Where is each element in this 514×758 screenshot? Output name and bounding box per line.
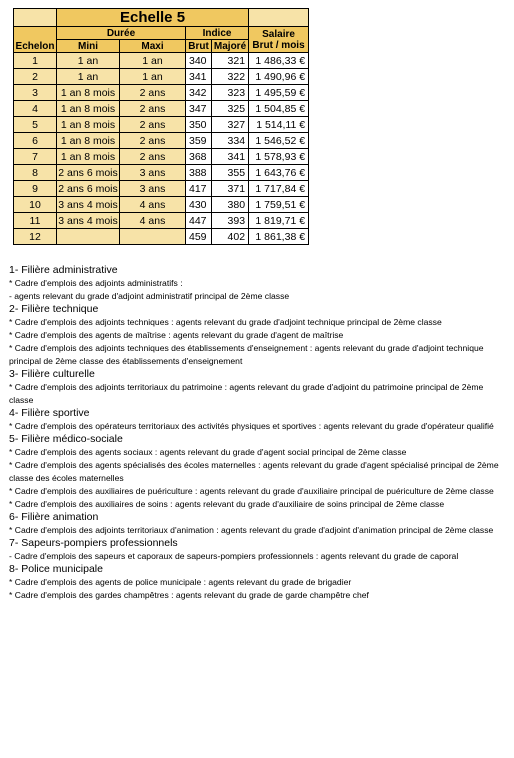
header-majore: Majoré xyxy=(212,40,249,53)
header-indice: Indice xyxy=(186,27,249,40)
cell-brut: 341 xyxy=(186,69,212,85)
cell-mini: 1 an xyxy=(57,53,120,69)
header-salaire-line2: Brut / mois xyxy=(252,39,305,51)
table-row xyxy=(14,53,309,69)
cell-majore: 323 xyxy=(212,85,249,101)
cell-maxi: 3 ans xyxy=(120,181,186,197)
cell-mini: 3 ans 4 mois xyxy=(58,214,118,227)
cell-maxi: 4 ans xyxy=(120,197,186,213)
cell-mini: 1 an 8 mois xyxy=(57,117,120,133)
table-row xyxy=(14,181,309,197)
cell-brut: 350 xyxy=(186,117,212,133)
cell-salaire: 1 759,51 € xyxy=(249,197,309,213)
cell-majore: 341 xyxy=(212,149,249,165)
cell-majore: 334 xyxy=(212,133,249,149)
cell-salaire: 1 490,96 € xyxy=(249,69,309,85)
table-body xyxy=(14,53,309,245)
table-title: Echelle 5 xyxy=(57,9,249,27)
cell-maxi: 3 ans xyxy=(120,165,186,181)
section-title: 7- Sapeurs-pompiers professionnels xyxy=(9,537,178,549)
section-item: * Cadre d'emplois des agents de police municipale : agents relevant du grade de brigadier xyxy=(9,577,352,587)
cell-echelon: 11 xyxy=(14,213,57,229)
section-item: * Cadre d'emplois des adjoints territoriaux d'animation : agents relevant du grade d'adjoint d'animation principal de 2ème classe xyxy=(9,525,494,535)
cell-brut: 359 xyxy=(186,133,212,149)
section-title: 4- Filière sportive xyxy=(9,407,90,419)
section-item: * Cadre d'emplois des adjoints techniques : agents relevant du grade d'adjoint technique principal de 2ème classe xyxy=(9,317,442,327)
section-item: * Cadre d'emplois des auxiliaires de puériculture : agents relevant du grade d'auxiliaire principal de puériculture de 2ème classe xyxy=(9,486,494,496)
section xyxy=(9,433,499,511)
cell-majore: 402 xyxy=(212,229,249,245)
cell-maxi: 2 ans xyxy=(120,101,186,117)
section-title: 1- Filière administrative xyxy=(9,264,118,276)
cell-majore: 321 xyxy=(212,53,249,69)
header-echelon: Echelon xyxy=(14,27,57,53)
cell-salaire: 1 486,33 € xyxy=(249,53,309,69)
cell-mini: 1 an 8 mois xyxy=(57,101,120,117)
cell-maxi: 1 an xyxy=(120,53,186,69)
cell-maxi: 4 ans xyxy=(120,213,186,229)
cell-echelon: 6 xyxy=(14,133,57,149)
cell-echelon: 5 xyxy=(14,117,57,133)
header-brut: Brut xyxy=(186,40,212,53)
cell-mini: 2 ans 6 mois xyxy=(58,182,118,195)
section xyxy=(9,303,499,368)
table-row xyxy=(14,197,309,213)
section xyxy=(9,563,499,602)
cell-salaire: 1 861,38 € xyxy=(249,229,309,245)
cell-echelon: 9 xyxy=(14,181,57,197)
cell-majore: 322 xyxy=(212,69,249,85)
section-title: 8- Police municipale xyxy=(9,563,103,575)
section xyxy=(9,264,499,303)
cell-majore: 393 xyxy=(212,213,249,229)
section-item: * Cadre d'emplois des opérateurs territoriaux des activités physiques et sportives : agents relevant du grade d'opérateur qualifié xyxy=(9,421,494,431)
cell-maxi: 2 ans xyxy=(120,85,186,101)
table-row xyxy=(14,165,309,181)
cell-brut: 459 xyxy=(186,229,212,245)
cell-echelon: 3 xyxy=(14,85,57,101)
header-salaire xyxy=(249,27,309,53)
cell-echelon: 2 xyxy=(14,69,57,85)
cell-majore: 327 xyxy=(212,117,249,133)
table-row xyxy=(14,85,309,101)
header-duree: Durée xyxy=(57,27,186,40)
section-item: * Cadre d'emplois des auxiliaires de soins : agents relevant du grade d'auxiliaire de soins principal de 2ème classe xyxy=(9,499,445,509)
cell-echelon: 12 xyxy=(14,229,57,245)
section-title: 2- Filière technique xyxy=(9,303,99,315)
table-row xyxy=(14,133,309,149)
cell-brut: 447 xyxy=(186,213,212,229)
table-row xyxy=(14,117,309,133)
cell-maxi xyxy=(120,229,186,245)
cell-mini: 3 ans 4 mois xyxy=(58,198,118,211)
cell-brut: 388 xyxy=(186,165,212,181)
cell-salaire: 1 819,71 € xyxy=(249,213,309,229)
cell-echelon: 10 xyxy=(14,197,57,213)
section-item: * Cadre d'emplois des agents sociaux : agents relevant du grade d'agent social principal de 2ème classe xyxy=(9,447,407,457)
cell-maxi: 2 ans xyxy=(120,133,186,149)
cell-maxi: 1 an xyxy=(120,69,186,85)
section xyxy=(9,537,499,563)
cell-brut: 368 xyxy=(186,149,212,165)
section-title: 5- Filière médico-sociale xyxy=(9,433,123,445)
cell-salaire: 1 643,76 € xyxy=(249,165,309,181)
cell-echelon: 7 xyxy=(14,149,57,165)
cell-salaire: 1 504,85 € xyxy=(249,101,309,117)
section-item: - agents relevant du grade d'adjoint administratif principal de 2ème classe xyxy=(9,291,290,301)
cell-majore: 355 xyxy=(212,165,249,181)
table-row xyxy=(14,69,309,85)
cell-brut: 342 xyxy=(186,85,212,101)
table-row xyxy=(14,101,309,117)
notes-block xyxy=(9,264,499,602)
cell-mini: 1 an xyxy=(57,69,120,85)
cell-salaire: 1 514,11 € xyxy=(249,117,309,133)
section-item: * Cadre d'emplois des agents spécialisés des écoles maternelles : agents relevant du grade d'agent spécialisé principal de 2ème classe des écoles maternelles xyxy=(9,460,499,483)
section-item: * Cadre d'emplois des adjoints administratifs : xyxy=(9,278,183,288)
table-row xyxy=(14,229,309,245)
section-item: * Cadre d'emplois des gardes champêtres : agents relevant du grade de garde champêtre chef xyxy=(9,590,369,600)
cell-salaire: 1 578,93 € xyxy=(249,149,309,165)
header-salaire-line1: Salaire xyxy=(262,28,295,40)
cell-majore: 371 xyxy=(212,181,249,197)
cell-maxi: 2 ans xyxy=(120,149,186,165)
section-item: - Cadre d'emplois des sapeurs et caporaux de sapeurs-pompiers professionnels : agents relevant du grade de caporal xyxy=(9,551,459,561)
cell-mini: 2 ans 6 mois xyxy=(58,166,118,179)
echelle-table xyxy=(13,8,309,245)
cell-mini xyxy=(57,229,120,245)
section-title: 3- Filière culturelle xyxy=(9,368,95,380)
section-item: * Cadre d'emplois des agents de maîtrise : agents relevant du grade d'agent de maîtrise xyxy=(9,330,344,340)
section xyxy=(9,407,499,433)
section-item: * Cadre d'emplois des adjoints territoriaux du patrimoine : agents relevant du grade d'adjoint du patrimoine principal de 2ème classe xyxy=(9,382,484,405)
cell-mini: 1 an 8 mois xyxy=(57,149,120,165)
cell-majore: 380 xyxy=(212,197,249,213)
cell-salaire: 1 717,84 € xyxy=(249,181,309,197)
cell-maxi: 2 ans xyxy=(120,117,186,133)
cell-brut: 417 xyxy=(186,181,212,197)
cell-majore: 325 xyxy=(212,101,249,117)
section-item: * Cadre d'emplois des adjoints techniques des établissements d'enseignement : agents relevant du grade d'adjoint technique principal de 2ème classe des établissements d'enseignement xyxy=(9,343,484,366)
table-row xyxy=(14,213,309,229)
header-mini: Mini xyxy=(57,40,120,53)
section xyxy=(9,368,499,407)
cell-brut: 347 xyxy=(186,101,212,117)
cell-mini: 1 an 8 mois xyxy=(57,133,120,149)
cell-salaire: 1 495,59 € xyxy=(249,85,309,101)
cell-brut: 430 xyxy=(186,197,212,213)
cell-echelon: 1 xyxy=(14,53,57,69)
section-title: 6- Filière animation xyxy=(9,511,99,523)
header-maxi: Maxi xyxy=(120,40,186,53)
cell-brut: 340 xyxy=(186,53,212,69)
table-row xyxy=(14,149,309,165)
cell-salaire: 1 546,52 € xyxy=(249,133,309,149)
cell-mini: 1 an 8 mois xyxy=(57,85,120,101)
section xyxy=(9,511,499,537)
cell-echelon: 4 xyxy=(14,101,57,117)
cell-echelon: 8 xyxy=(14,165,57,181)
